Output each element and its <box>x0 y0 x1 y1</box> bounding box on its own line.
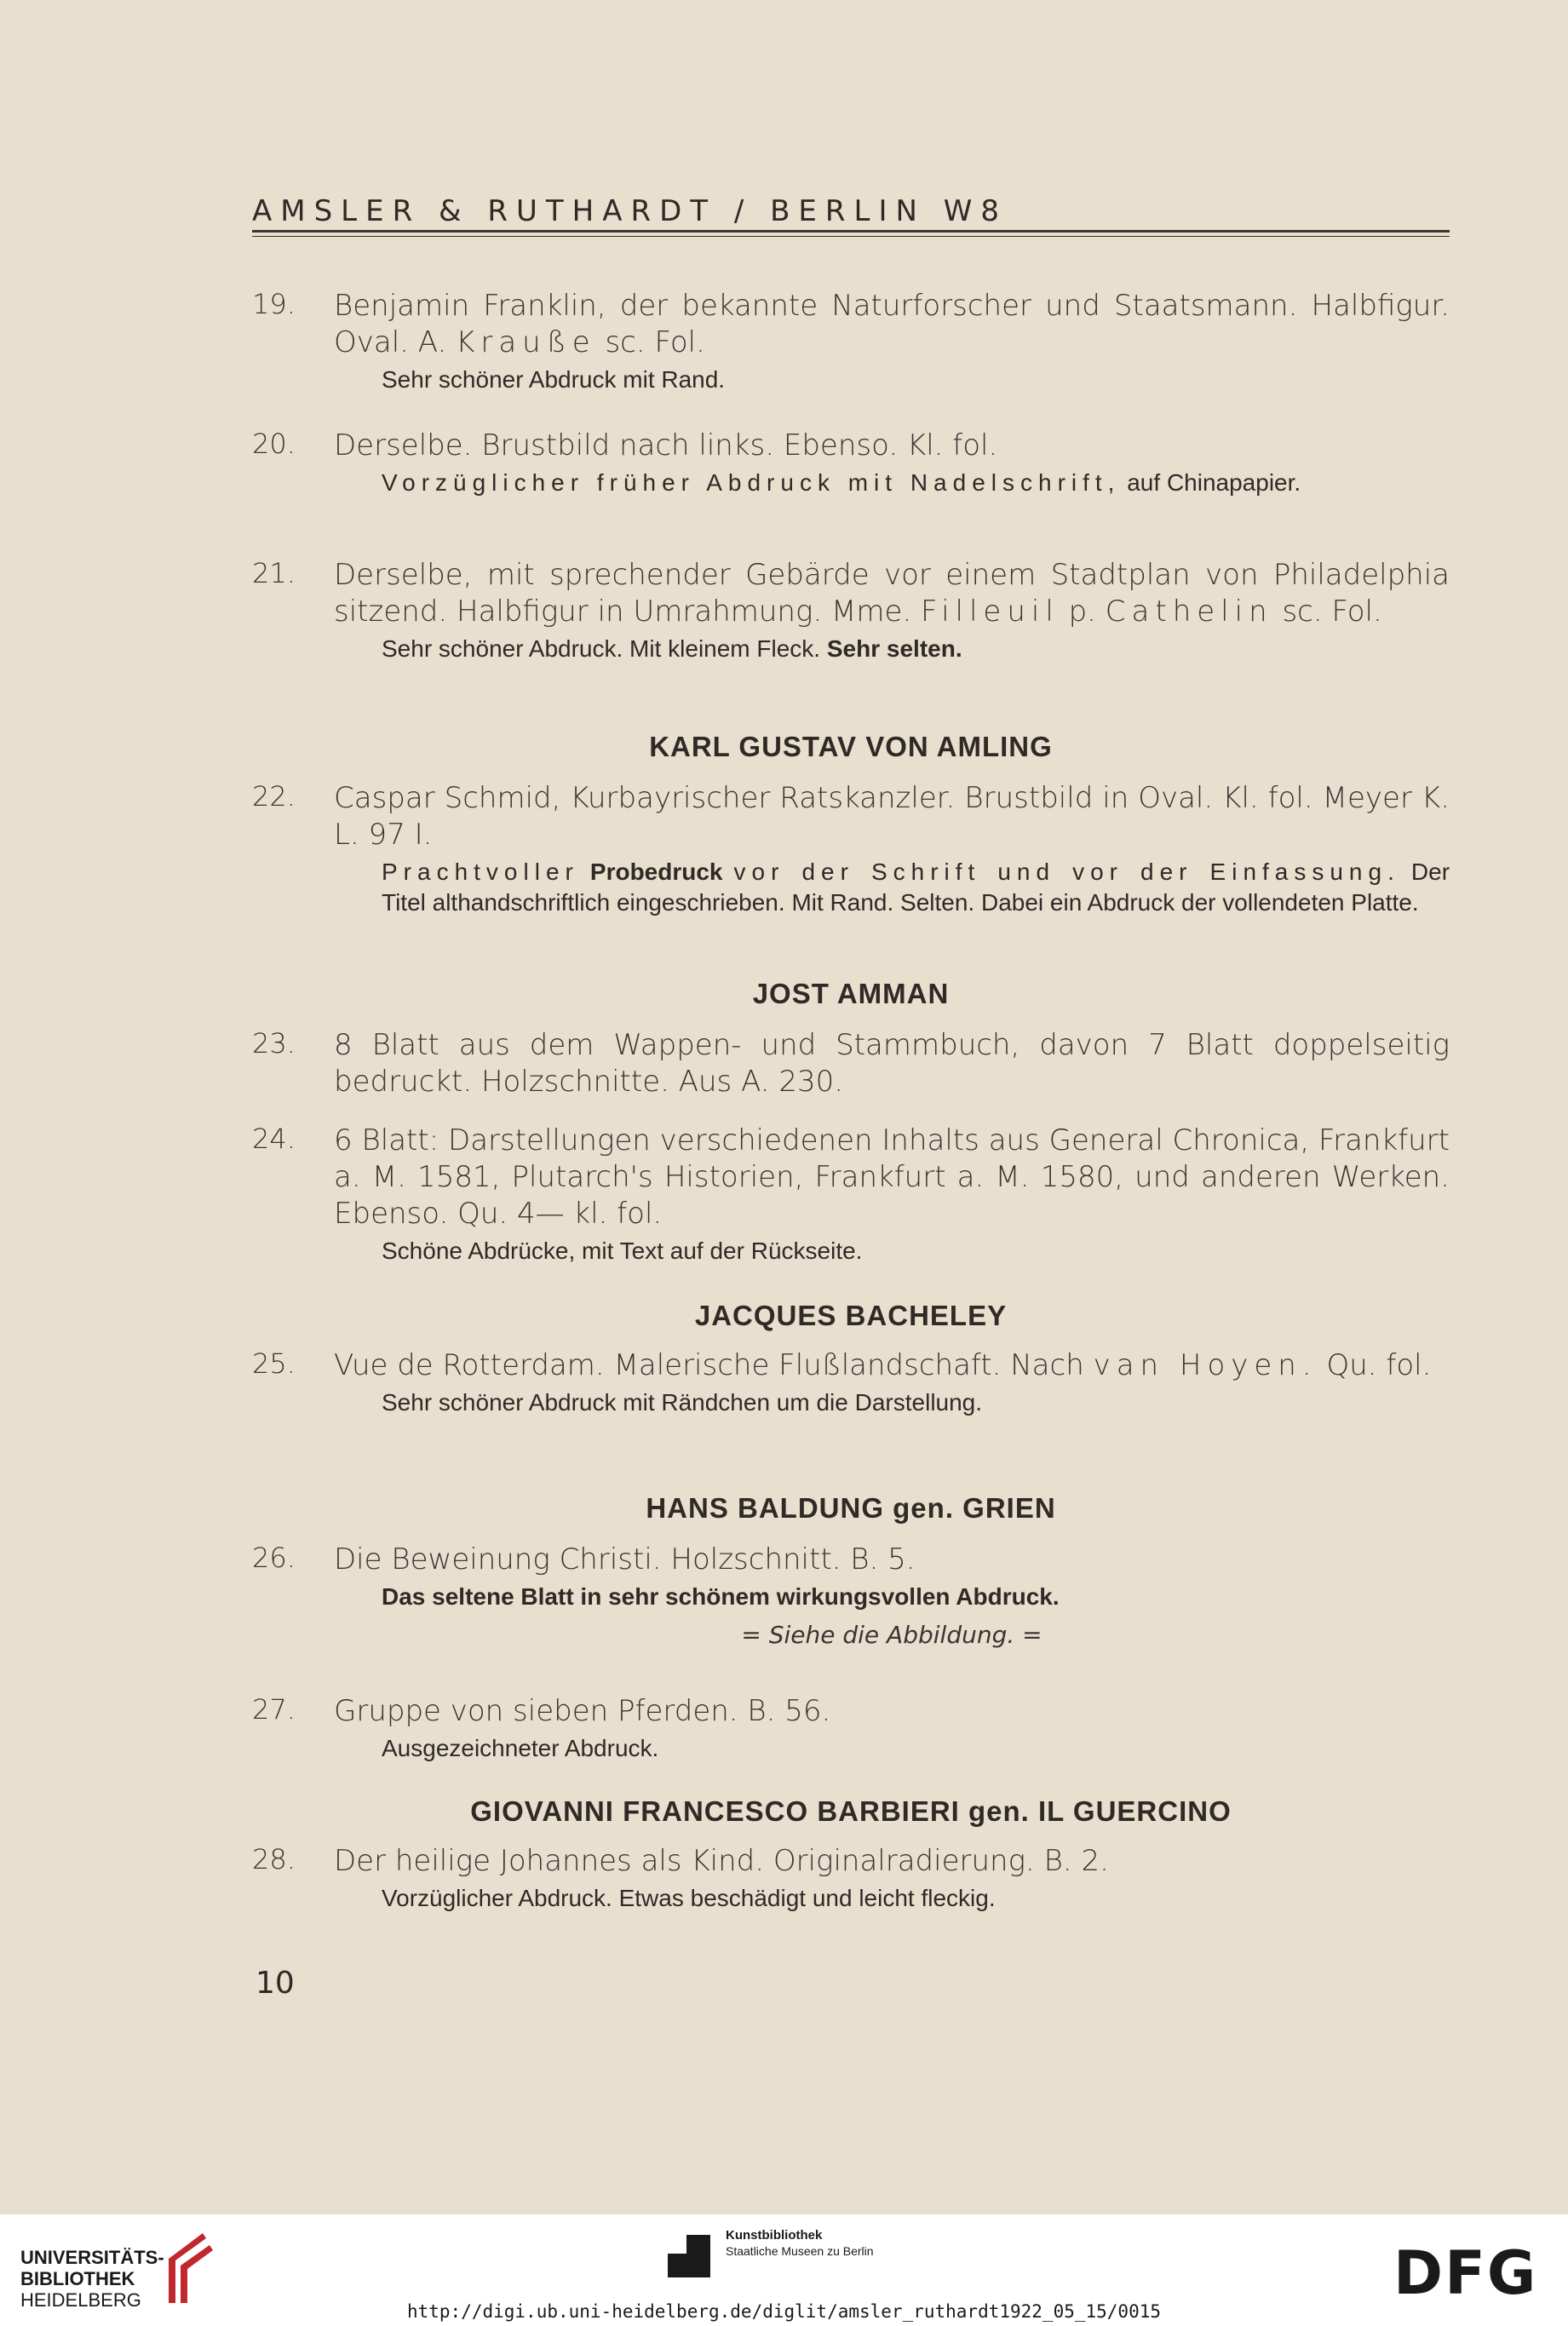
entry-title: Gruppe von sieben Pferden. B. 56. <box>334 1694 831 1728</box>
entry-number: 24. <box>252 1123 296 1155</box>
entry-number: 22. <box>252 780 296 813</box>
page-number: 10 <box>256 1966 295 2001</box>
entry-note: Prachtvoller Probedruck vor der Schrift und vor der Einfassung. Der Titel althandschriftlich eingeschrieben. Mit Rand. Selten. Dabei ein Abdruck der vollendeten Platte. <box>382 859 1450 916</box>
catalog-entry-21 <box>252 557 1450 664</box>
entry-note: Sehr schöner Abdruck mit Rand. <box>382 366 726 393</box>
catalog-entry-20 <box>252 428 1450 498</box>
entry-number: 20. <box>252 428 296 460</box>
entry-note: Sehr schöner Abdruck. Mit kleinem Fleck. Sehr selten. <box>382 635 962 662</box>
artist-heading-amman: JOST AMMAN <box>752 978 950 1009</box>
catalog-entry-24 <box>252 1123 1450 1266</box>
catalog-entry-23 <box>252 1027 1450 1100</box>
catalog-entry-22 <box>252 780 1450 918</box>
entry-title: 8 Blatt aus dem Wappen- und Stammbuch, davon 7 Blatt doppelseitig bedruckt. Holzschnitte. Aus A. 230. <box>334 1028 1450 1099</box>
header-rule <box>252 230 1450 233</box>
kunstbibliothek-logo-text: Kunstbibliothek Staatliche Museen zu Berlin <box>726 2228 874 2258</box>
entry-note: Vorzüglicher Abdruck. Etwas beschädigt und leicht fleckig. <box>382 1885 996 1911</box>
entry-number: 21. <box>252 557 296 589</box>
kunstbibliothek-logo-icon <box>668 2235 710 2277</box>
ub-heidelberg-logo-text: UNIVERSITÄTS- BIBLIOTHEK HEIDELBERG <box>20 2247 164 2311</box>
running-head: AMSLER & RUTHARDT / BERLIN W8 <box>252 194 1008 228</box>
illustration-reference: = Siehe die Abbildung. = <box>741 1621 1042 1649</box>
dfg-logo: DFG <box>1393 2238 1538 2308</box>
artist-heading-bacheley: JACQUES BACHELEY <box>694 1300 1008 1331</box>
entry-title: Die Beweinung Christi. Holzschnitt. B. 5. <box>334 1542 916 1577</box>
catalog-entry-19 <box>252 288 1450 395</box>
catalog-entry-26 <box>252 1542 1450 1649</box>
ub-heidelberg-logo-icon <box>160 2225 216 2310</box>
entry-number: 25. <box>252 1347 296 1380</box>
entry-number: 26. <box>252 1542 296 1574</box>
entry-title: Vue de Rotterdam. Malerische Flußlandschaft. Nach van Hoyen. Qu. fol. <box>334 1348 1432 1382</box>
entry-title: Derselbe, mit sprechender Gebärde vor einem Stadtplan von Philadelphia sitzend. Halbfigur in Umrahmung. Mme. Filleuil p. Cathelin sc. Fol. <box>334 558 1450 629</box>
entry-number: 28. <box>252 1843 296 1875</box>
entry-number: 23. <box>252 1027 296 1060</box>
artist-heading-barbieri: GIOVANNI FRANCESCO BARBIERI gen. IL GUERCINO <box>470 1795 1232 1827</box>
artist-heading-amling: KARL GUSTAV VON AMLING <box>649 731 1053 762</box>
entry-title: 6 Blatt: Darstellungen verschiedenen Inhalts aus General Chronica, Frankfurt a. M. 1581, Plutarch's Historien, Frankfurt a. M. 1580, und anderen Werken. Ebenso. Qu. 4— kl. fol. <box>334 1123 1450 1231</box>
permalink-url[interactable]: http://digi.ub.uni-heidelberg.de/diglit/amsler_ruthardt1922_05_15/0015 <box>406 2301 1161 2322</box>
entry-note: Schöne Abdrücke, mit Text auf der Rückseite. <box>382 1238 863 1264</box>
catalog-entry-28 <box>252 1843 1450 1914</box>
entry-note: Das seltene Blatt in sehr schönem wirkungsvollen Abdruck. <box>382 1583 1060 1610</box>
entry-note: Ausgezeichneter Abdruck. <box>382 1735 659 1761</box>
entry-number: 27. <box>252 1693 296 1726</box>
entry-note: Vorzüglicher früher Abdruck mit Nadelschrift, auf Chinapapier. <box>382 469 1301 496</box>
header-rule-thin <box>252 236 1450 237</box>
entry-title: Der heilige Johannes als Kind. Originalradierung. B. 2. <box>334 1844 1109 1878</box>
entry-note: Sehr schöner Abdruck mit Rändchen um die Darstellung. <box>382 1389 983 1416</box>
entry-title: Derselbe. Brustbild nach links. Ebenso. Kl. fol. <box>334 428 998 462</box>
entry-title: Benjamin Franklin, der bekannte Naturforscher und Staatsmann. Halbfigur. Oval. A. Krauße sc. Fol. <box>334 289 1450 359</box>
entry-number: 19. <box>252 288 296 320</box>
catalog-entry-25 <box>252 1347 1450 1418</box>
artist-heading-baldung: HANS BALDUNG gen. GRIEN <box>646 1492 1056 1524</box>
entry-title: Caspar Schmid, Kurbayrischer Ratskanzler. Brustbild in Oval. Kl. fol. Meyer K. L. 97 I. <box>334 781 1450 852</box>
catalog-entry-27 <box>252 1693 1450 1764</box>
